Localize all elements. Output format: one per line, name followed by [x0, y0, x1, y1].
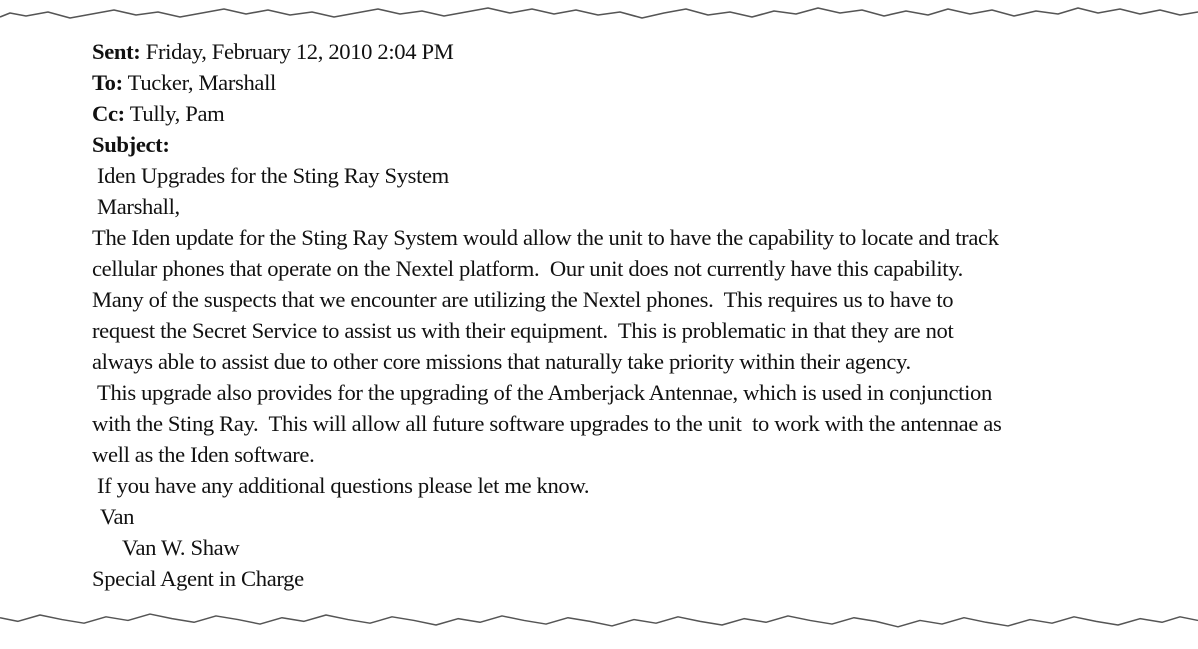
paragraph1-line: request the Secret Service to assist us with their equipment. This is problematic in that they are not	[92, 318, 954, 343]
sent-label: Sent:	[92, 39, 141, 64]
torn-bottom-edge	[0, 605, 1198, 645]
cc-value: Tully, Pam	[124, 101, 225, 126]
sent-value: Friday, February 12, 2010 2:04 PM	[140, 39, 454, 64]
paragraph2-line: well as the Iden software.	[92, 442, 315, 467]
to-value: Tucker, Marshall	[122, 70, 276, 95]
cc-line	[92, 98, 1192, 129]
cc-label: Cc:	[92, 101, 125, 126]
signature-name: Van W. Shaw	[122, 535, 240, 560]
closing-line: If you have any additional questions please let me know.	[97, 473, 590, 498]
subject-label: Subject:	[92, 132, 170, 157]
subject-value: Iden Upgrades for the Sting Ray System	[97, 163, 449, 188]
paragraph1-line: cellular phones that operate on the Nextel platform. Our unit does not currently have this capability.	[92, 256, 963, 281]
paragraph1-line: always able to assist due to other core missions that naturally take priority within their agency.	[92, 349, 911, 374]
greeting: Marshall,	[97, 194, 180, 219]
paragraph1-line: The Iden update for the Sting Ray System would allow the unit to have the capability to locate and track	[92, 225, 999, 250]
paragraph1-line: Many of the suspects that we encounter are utilizing the Nextel phones. This requires us to have to	[92, 287, 954, 312]
to-label: To:	[92, 70, 123, 95]
torn-top-edge	[0, 0, 1198, 40]
to-line	[92, 67, 1192, 98]
sent-line	[92, 36, 1192, 67]
signoff: Van	[100, 504, 135, 529]
signature-title: Special Agent in Charge	[92, 566, 304, 591]
paragraph2-line: with the Sting Ray. This will allow all future software upgrades to the unit to work with the antennae as	[92, 411, 1002, 436]
paragraph2-line: This upgrade also provides for the upgrading of the Amberjack Antennae, which is used in conjunction	[97, 380, 992, 405]
email-text	[92, 36, 1192, 594]
subject-line	[92, 129, 1192, 160]
